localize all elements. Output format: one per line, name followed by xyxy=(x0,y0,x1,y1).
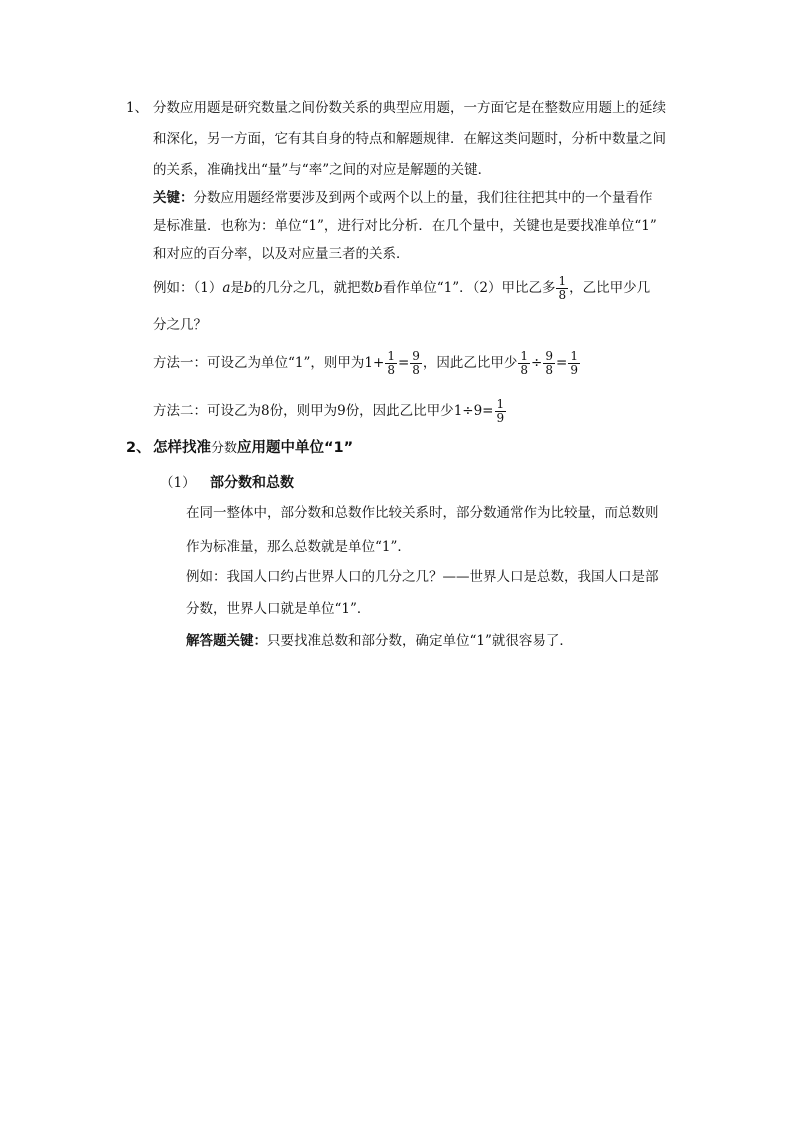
key-paragraph-line-2: 是标准量．也称为：单位“1”，进行对比分析．在几个量中，关键也是要找准单位“1” xyxy=(153,218,657,234)
key-text-1: 分数应用题经常要涉及到两个或两个以上的量，我们往往把其中的一个量看作 xyxy=(193,190,653,206)
var-b-2: b xyxy=(374,280,383,296)
fraction-4: $\frac{9}{8}$ xyxy=(545,349,553,377)
var-a: a xyxy=(222,280,231,296)
answer-key-label: 解答题关键： xyxy=(186,633,267,649)
subsection-1-line-2: 作为标准量，那么总数就是单位“1”． xyxy=(186,539,411,555)
key-paragraph-line-3: 和对应的百分率，以及对应量三者的关系． xyxy=(153,246,410,262)
section-1-line-1: 分数应用题是研究数量之间份数关系的典型应用题，一方面它是在整数应用题上的延续 xyxy=(153,100,666,116)
fraction-2: $\frac{9}{8}$ xyxy=(412,349,420,377)
section-2-number: 2、 xyxy=(126,440,151,456)
method-2-line: 方法二：可设乙为8份，则甲为9份，因此乙比甲少1÷9= $\frac{1}{9}$ xyxy=(153,397,505,425)
subsection-1-line-3: 例如：我国人口约占世界人口的几分之几？——世界人口是总数，我国人口是部 xyxy=(186,569,659,585)
fraction-1: $\frac{1}{8}$ xyxy=(387,349,395,377)
subsection-1-title: 部分数和总数 xyxy=(210,475,294,491)
example-line-1: 例如：（1）a是b的几分之几，就把数b看作单位“1”．（2）甲比乙多 $\frac{1}{8}$ ，乙比甲少几 xyxy=(153,274,651,302)
example-line-2: 分之几？ xyxy=(153,317,207,333)
subsection-1-line-1: 在同一整体中，部分数和总数作比较关系时，部分数通常作为比较量，而总数则 xyxy=(186,505,659,521)
section-2-title: 怎样找准分数应用题中单位“1” xyxy=(153,440,354,456)
var-b: b xyxy=(243,280,253,296)
fraction-5: $\frac{1}{9}$ xyxy=(570,349,578,377)
section-1-line-3: 的关系，准确找出“量”与“率”之间的对应是解题的关键． xyxy=(153,162,492,178)
fraction-3: $\frac{1}{8}$ xyxy=(520,349,529,377)
fraction-one-eighth: $\frac{1}{8}$ xyxy=(558,274,567,302)
method-1-line: 方法一：可设乙为单位“1”，则甲为1+ $\frac{1}{8}$ = $\frac{9}{8}$ ，因此乙比甲少 $\frac{1}{8}$ ÷ $\frac{9}{8}$ = $\frac{1}{9}$ xyxy=(153,349,578,377)
section-1-number: 1、 xyxy=(126,100,149,116)
subsection-1-key-line: 解答题关键：只要找准总数和部分数，确定单位“1”就很容易了． xyxy=(186,633,573,649)
subsection-1-line-4: 分数，世界人口就是单位“1”． xyxy=(186,601,371,617)
subsection-1-number: （1） xyxy=(160,475,196,491)
fraction-one-ninth: $\frac{1}{9}$ xyxy=(496,397,505,425)
key-label: 关键： xyxy=(153,190,194,206)
key-paragraph-line-1 xyxy=(153,188,653,208)
section-1-line-2: 和深化，另一方面，它有其自身的特点和解题规律．在解这类问题时，分析中数量之间 xyxy=(153,131,666,147)
